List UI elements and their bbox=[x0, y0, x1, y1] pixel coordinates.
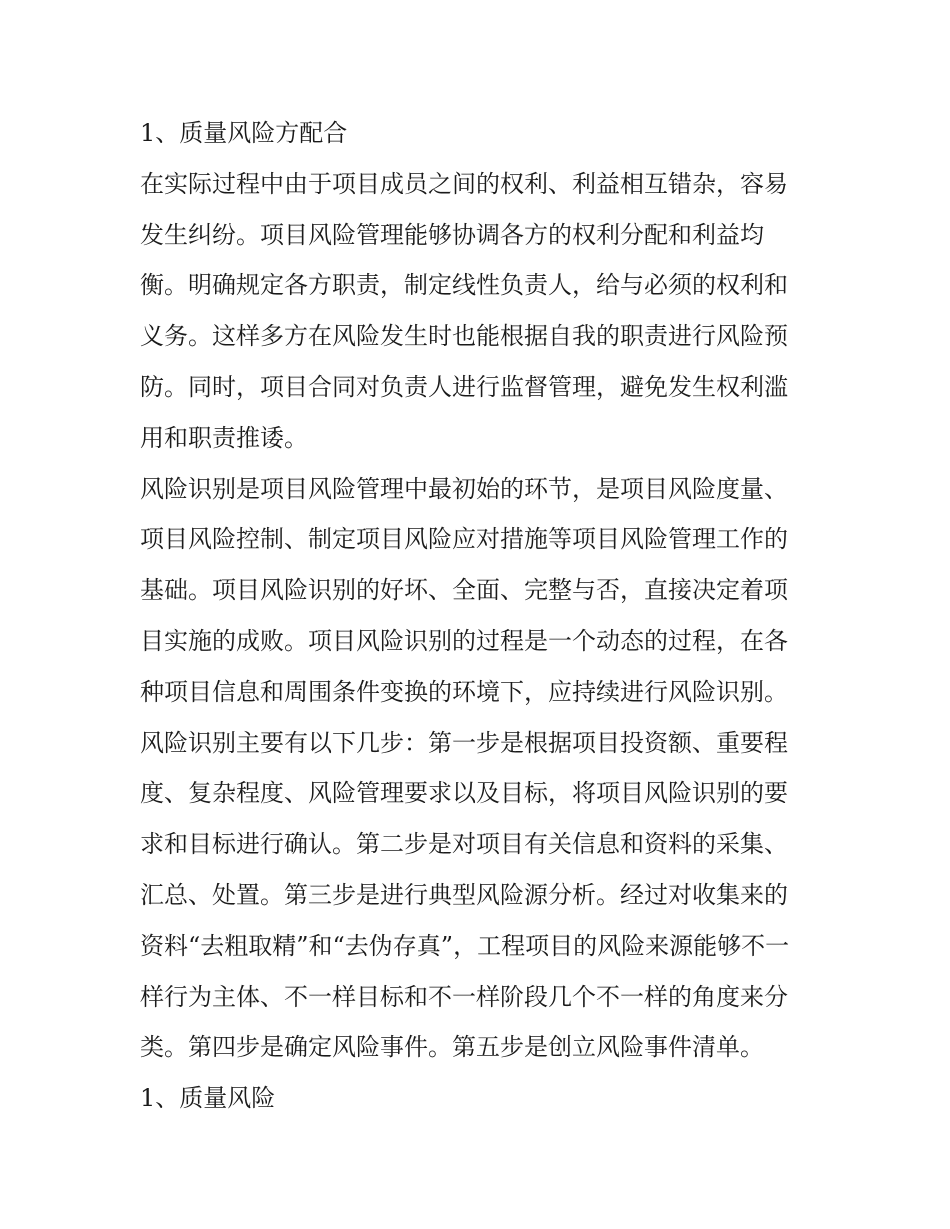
paragraph-line: 在实际过程中由于项目成员之间的权利、利益相互错杂，容易 bbox=[140, 169, 788, 198]
section-heading: 1、质量风险方配合 bbox=[140, 119, 348, 147]
paragraph-line: 项目风险控制、制定项目风险应对措施等项目风险管理工作的 bbox=[140, 525, 788, 554]
paragraph-line: 汇总、处置。第三步是进行典型风险源分析。经过对收集来的 bbox=[140, 880, 788, 909]
section-heading: 1、质量风险 bbox=[140, 1084, 276, 1113]
paragraph-line: 资料“去粗取精”和“去伪存真”，工程项目的风险来源能够不一 bbox=[140, 931, 790, 960]
paragraph-line: 风险识别主要有以下几步：第一步是根据项目投资额、重要程 bbox=[140, 728, 788, 757]
paragraph-line: 义务。这样多方在风险发生时也能根据自我的职责进行风险预 bbox=[140, 322, 788, 351]
paragraph-line: 用和职责推诿。 bbox=[140, 423, 308, 452]
paragraph-line: 类。第四步是确定风险事件。第五步是创立风险事件清单。 bbox=[140, 1033, 764, 1062]
paragraph-line: 防。同时，项目合同对负责人进行监督管理，避免发生权利滥 bbox=[140, 372, 788, 401]
paragraph-line: 风险识别是项目风险管理中最初始的环节，是项目风险度量、 bbox=[140, 474, 788, 503]
paragraph-line: 求和目标进行确认。第二步是对项目有关信息和资料的采集、 bbox=[140, 830, 788, 859]
paragraph-line: 基础。项目风险识别的好坏、全面、完整与否，直接决定着项 bbox=[140, 576, 788, 605]
paragraph-line: 种项目信息和周围条件变换的环境下，应持续进行风险识别。 bbox=[140, 677, 788, 706]
paragraph-line: 度、复杂程度、风险管理要求以及目标，将项目风险识别的要 bbox=[140, 779, 788, 808]
paragraph-line: 目实施的成败。项目风险识别的过程是一个动态的过程，在各 bbox=[140, 626, 788, 655]
paragraph-line: 样行为主体、不一样目标和不一样阶段几个不一样的角度来分 bbox=[140, 982, 788, 1011]
paragraph-line: 发生纠纷。项目风险管理能够协调各方的权利分配和利益均 bbox=[140, 220, 764, 249]
paragraph-line: 衡。明确规定各方职责，制定线性负责人，给与必须的权利和 bbox=[140, 271, 788, 300]
document-body bbox=[140, 108, 814, 1124]
